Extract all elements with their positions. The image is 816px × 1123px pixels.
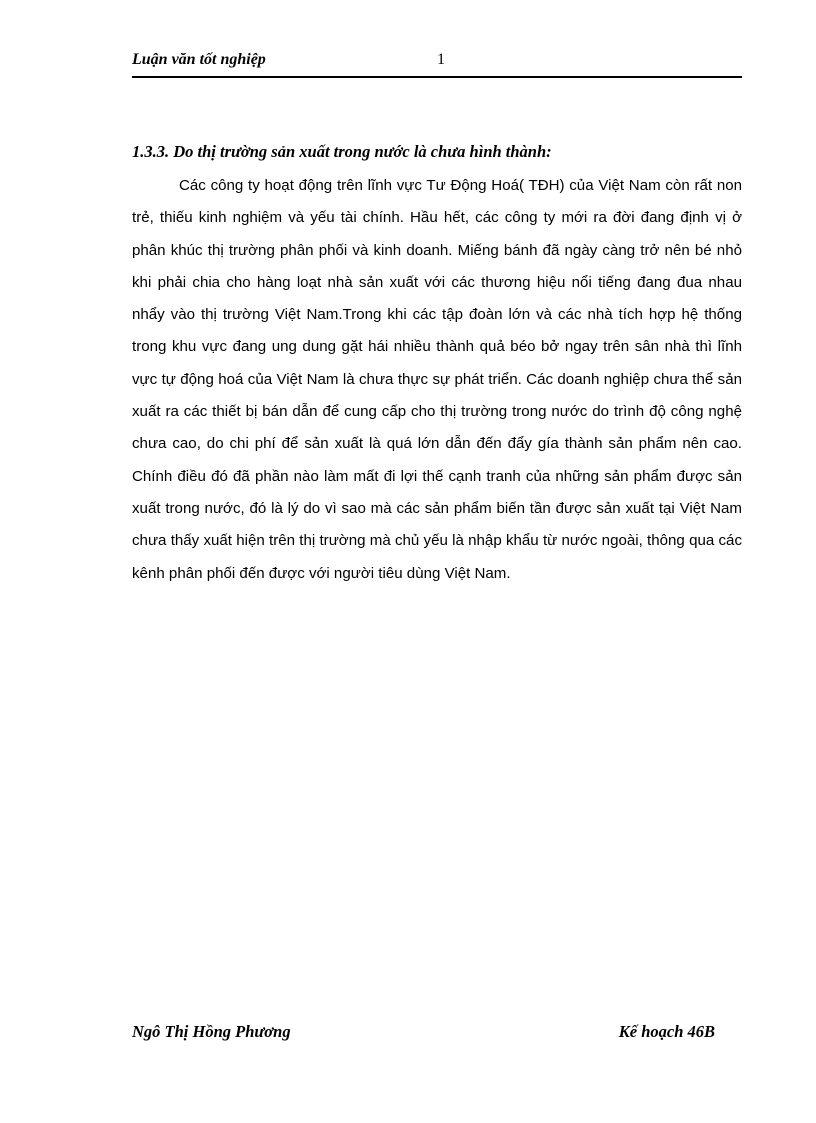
section-heading: 1.3.3. Do thị trường sản xuất trong nước là chưa hình thành: <box>132 142 552 161</box>
body-paragraph: Các công ty hoạt động trên lĩnh vực Tư Động Hoá( TĐH) của Việt Nam còn rất non trẻ, thiếu kinh nghiệm và yếu tài chính. Hầu hết, các công ty mới ra đời đang định vị ở phân khúc thị trường phân phối và kinh doanh. Miếng bánh đã ngày càng trở nên bé nhỏ khi phải chia cho hàng loạt nhà sản xuất với các thương hiệu nổi tiếng đang đua nhau nhẩy vào thị trường Việt Nam.Trong khi các tập đoàn lớn và các nhà tích hợp hệ thống trong khu vực đang ung dung gặt hái nhiều thành quả béo bở ngay trên sân nhà thì lĩnh vực tự động hoá của Việt Nam là chưa thực sự phát triển. Các doanh nghiệp chưa thể sản xuất ra các thiết bị bán dẫn để cung cấp cho thị trường trong nước do trình độ công nghệ chưa cao, do chi phí để sản xuất là quá lớn dẫn đến đẩy gía thành sản phẩm nên cao. Chính điều đó đã phần nào làm mất đi lợi thế cạnh tranh của những sản phẩm được sản xuất trong nước, đó là lý do vì sao mà các sản phẩm biến tần được sản xuất tại Việt Nam chưa thấy xuất hiện trên thị trường mà chủ yếu là nhập khẩu từ nước ngoài, thông qua các kênh phân phối đến được với người tiêu dùng Việt Nam. <box>132 177 742 582</box>
header-title: Luận văn tốt nghiệp <box>132 51 266 68</box>
footer-class: Kế hoạch 46B <box>618 1022 715 1041</box>
page-number: 1 <box>437 51 445 68</box>
footer-author: Ngô Thị Hồng Phương <box>132 1022 291 1041</box>
page-header <box>132 50 742 78</box>
